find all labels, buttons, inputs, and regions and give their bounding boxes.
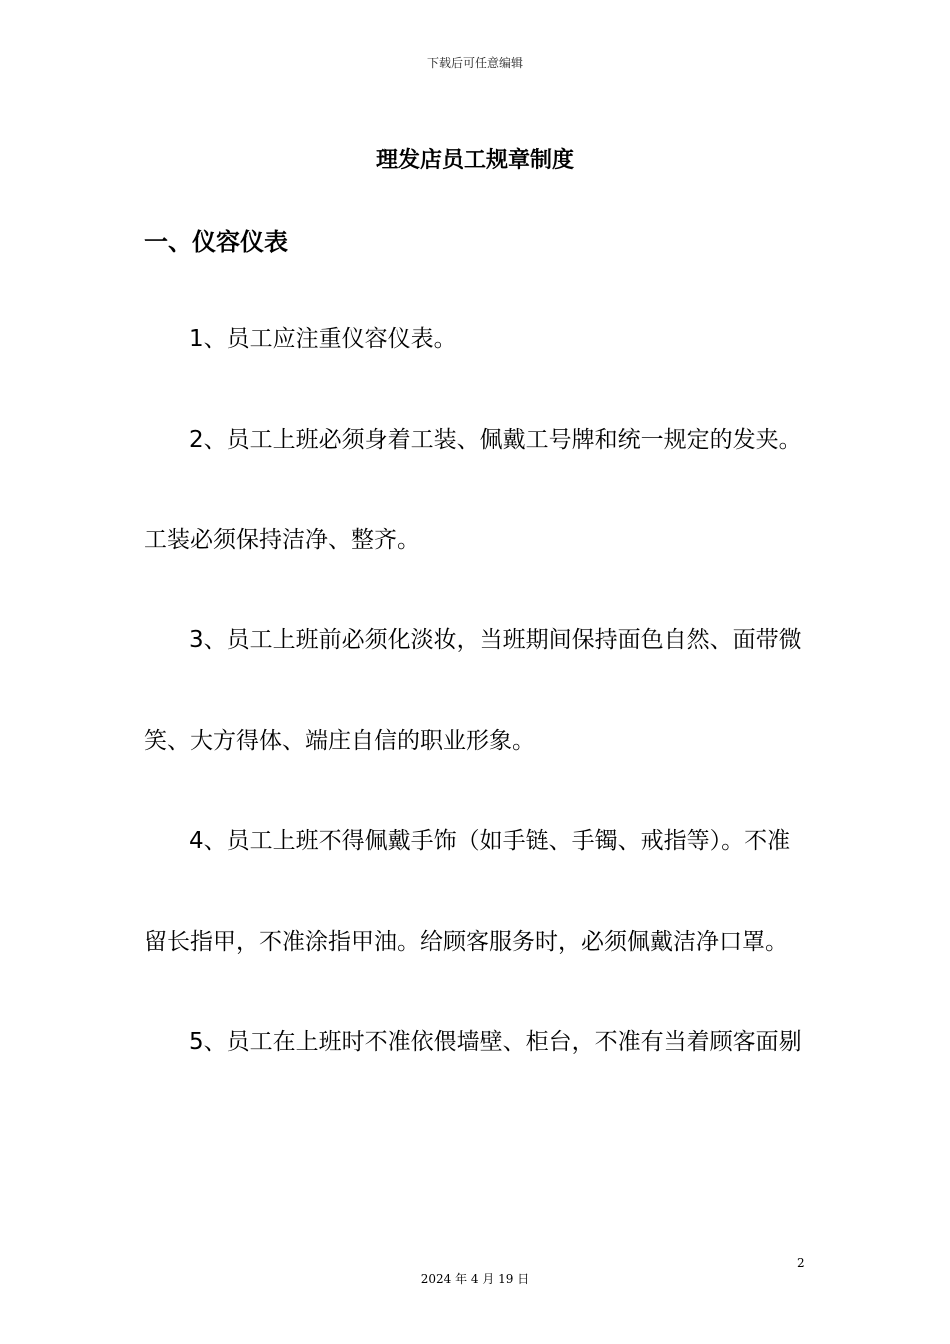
paragraph-line: 5、员工在上班时不准依偎墙壁、柜台，不准有当着顾客面剔 (189, 1029, 802, 1055)
page-number: 2 (797, 1256, 805, 1270)
document-title: 理发店员工规章制度 (375, 148, 574, 173)
header-note: 下载后可任意编辑 (426, 56, 523, 70)
paragraph-line: 3、员工上班前必须化淡妆，当班期间保持面色自然、面带微 (189, 627, 802, 653)
paragraph-line: 2、员工上班必须身着工装、佩戴工号牌和统一规定的发夹。 (189, 427, 802, 453)
paragraph-line: 留长指甲，不准涂指甲油。给顾客服务时，必须佩戴洁净口罩。 (144, 929, 788, 955)
footer-date: 2024 年 4 月 19 日 (420, 1272, 530, 1286)
paragraph-line: 1、员工应注重仪容仪表。 (189, 326, 457, 352)
paragraph-line: 笑、大方得体、端庄自信的职业形象。 (144, 728, 535, 754)
paragraph-line: 4、员工上班不得佩戴手饰（如手链、手镯、戒指等）。不准 (189, 828, 791, 854)
paragraph-line: 工装必须保持洁净、整齐。 (144, 527, 420, 553)
section-heading: 一、仪容仪表 (144, 228, 288, 256)
